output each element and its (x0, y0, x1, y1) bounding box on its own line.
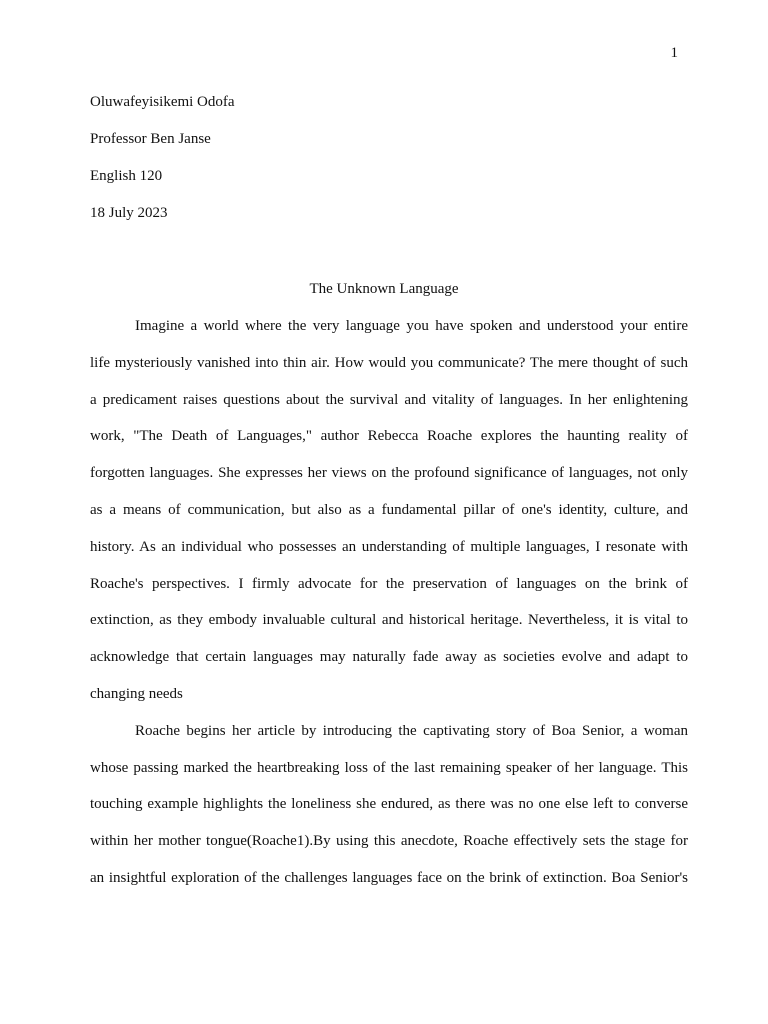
document-title: The Unknown Language (309, 281, 459, 297)
paragraph-1-line: extinction, as they embody invaluable cultural and historical heritage. Nevertheless, it is vital to (90, 612, 688, 629)
paragraph-1-line: acknowledge that certain languages may naturally fade away as societies evolve and adapt to (90, 649, 688, 666)
paragraph-1-line: work, "The Death of Languages," author Rebecca Roache explores the haunting reality of (90, 428, 688, 445)
paragraph-1-line: Imagine a world where the very language you have spoken and understood your entire (135, 318, 688, 334)
paragraph-1-line: changing needs (90, 685, 183, 702)
paragraph-2-line: Roache begins her article by introducing the captivating story of Boa Senior, a woman (135, 722, 688, 739)
paragraph-1-line: forgotten languages. She expresses her views on the profound significance of languages, not only (90, 465, 688, 482)
paragraph-1-line: a predicament raises questions about the survival and vitality of languages. In her enlightening (90, 391, 688, 408)
paragraph-2-line: within her mother tongue(Roache1).By using this anecdote, Roache effectively sets the stage for (90, 833, 688, 850)
page-number: 1 (670, 45, 678, 61)
course-name: English 120 (90, 168, 163, 184)
professor-name: Professor Ben Janse (90, 131, 211, 147)
paragraph-1-line: Roache's perspectives. I firmly advocate for the preservation of languages on the brink of (90, 575, 688, 592)
date: 18 July 2023 (90, 205, 168, 221)
paragraph-1-line: life mysteriously vanished into thin air. How would you communicate? The mere thought of such (90, 354, 688, 371)
mla-header (90, 93, 690, 241)
paragraph-1-line: as a means of communication, but also as a fundamental pillar of one's identity, culture, and (90, 501, 688, 518)
paragraph-1-line: history. As an individual who possesses an understanding of multiple languages, I resonate with (90, 538, 688, 555)
body-text (90, 317, 688, 906)
paragraph-2-line: touching example highlights the loneliness she endured, as there was no one else left to converse (90, 796, 688, 813)
author-name: Oluwafeyisikemi Odofa (90, 94, 235, 110)
paragraph-2-line: whose passing marked the heartbreaking loss of the last remaining speaker of her language. This (90, 759, 688, 776)
paragraph-2-line: an insightful exploration of the challenges languages face on the brink of extinction. Boa Senior's (90, 869, 688, 886)
